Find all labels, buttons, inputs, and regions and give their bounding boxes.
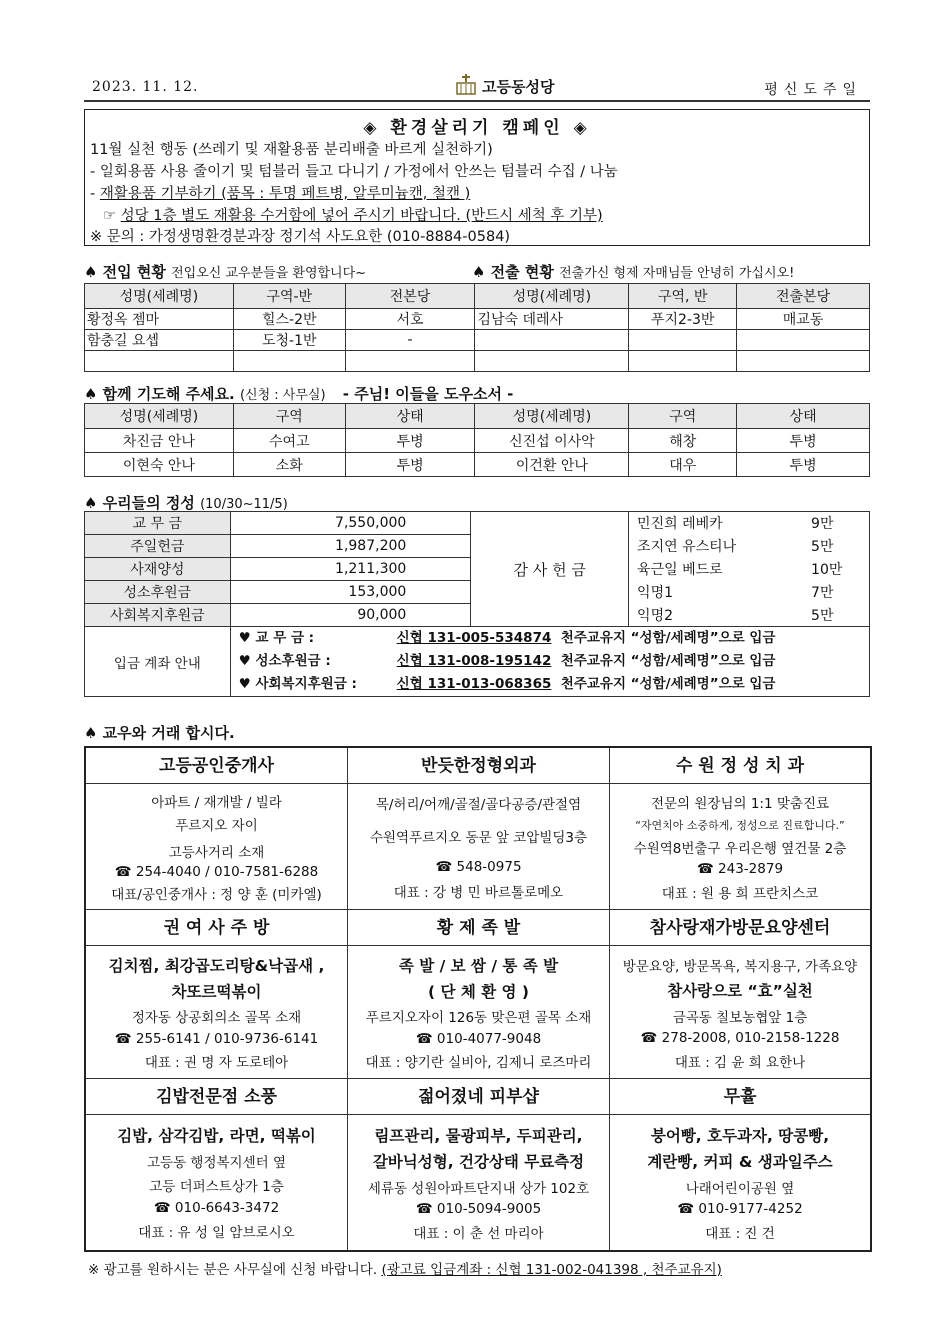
col-header: 구역-반 xyxy=(233,284,345,309)
ad-title: 고등공인중개사 xyxy=(86,748,347,784)
ad-line xyxy=(348,852,609,854)
church-name: 고등동성당 xyxy=(482,78,555,96)
orthopedic-ad xyxy=(348,748,610,910)
table-row: 차진금 안나 수여고 투병 신진섭 이사악 해창 투병 xyxy=(85,429,870,453)
ad-line: 대표 : 이 춘 선 마리아 xyxy=(413,1225,544,1242)
ad-line: 푸르지오 자이 xyxy=(175,817,258,834)
ad-line: ☎ 278-2008, 010-2158-1228 xyxy=(640,1030,840,1046)
table-row xyxy=(85,351,870,372)
ad-line: 금곡동 칠보농협앞 1층 xyxy=(672,1009,808,1026)
church-icon xyxy=(454,74,478,96)
account-row: ♥ 교 무 금 : 신협 131-005-534874 천주교유지 “성함/세례명”으로 입금 xyxy=(238,630,776,646)
ad-title: 수 원 정 성 치 과 xyxy=(610,748,870,784)
date: 2023. 11. 12. xyxy=(92,79,199,95)
campaign-line: - 일회용품 사용 줄이기 및 텀블러 들고 다니기 / 가정에서 안쓰는 텀블러 수집 / 나눔 xyxy=(90,164,618,180)
offering-table: 교 무 금 7,550,000 감 사 헌 금 민진희 레베카 9만 주일헌금 1,987,200 조지연 유스티나 5만 사재양성 1,211,300 육근일 베드로 10만 성소후원금 153,000 익명1 7만 사회복지후원금 90,000 익명2 5만 입금 계좌 안내 ♥ 교 무 금 : 신협 131-005-534874 천주교유지 “성함/세례명”으로 입금 ♥ 성소후원금 : 신협 131-008-195142 천주교유지 “성함/세례명”으로 입금 ♥ 사회복지후원금 : 신협 131-013-068365 천주교유지 “성함/세례명”으로 입금 xyxy=(84,511,870,697)
sunday-name: 평신도주일 xyxy=(764,82,862,98)
ad-title: 황 제 족 발 xyxy=(348,910,609,946)
snack-ad xyxy=(610,1079,870,1250)
ad-line: 김치찜, 최강곱도리탕&낙곱새 , xyxy=(108,957,325,976)
ad-line: 대표 : 양기란 실비아, 김제니 로즈마리 xyxy=(365,1054,592,1071)
transfer-out-title: ♠ 전출 현황 전출가신 형제 자매님들 안녕히 가십시오! xyxy=(472,263,795,281)
restaurant-ad xyxy=(86,910,348,1079)
ad-title: 권 여 사 주 방 xyxy=(86,910,347,946)
ad-line: ☎ 010-5094-9005 xyxy=(415,1201,542,1217)
ad-line: 김밥, 삼각김밥, 라면, 떡볶이 xyxy=(117,1126,316,1145)
prayer-tail: - 주님! 이들을 도우소서 - xyxy=(342,385,514,403)
col-header: 전출본당 xyxy=(737,284,870,309)
ad-line: 림프관리, 물광피부, 두피관리, xyxy=(374,1126,583,1145)
table-row: 함충길 요셉 도청-1반 - xyxy=(85,330,870,351)
ad-line: 고등동 행정복지센터 옆 xyxy=(147,1154,286,1171)
ad-line: 나래어린이공원 옆 xyxy=(685,1180,795,1197)
transfer-out-subtitle: 전출가신 형제 자매님들 안녕히 가십시오! xyxy=(559,266,795,281)
footer-account: (광고료 입금계좌 : 신협 131-002-041398 , 천주교유지) xyxy=(381,1262,722,1278)
ads-grid xyxy=(84,746,872,1252)
prayer-table: 성명(세례명) 구역 상태 성명(세례명) 구역 상태 차진금 안나 수여고 투병 신진섭 이사악 해창 투병 이현숙 안나 소화 투병 이건환 안나 대우 투병 xyxy=(84,403,870,477)
ad-title: 김밥전문점 소풍 xyxy=(86,1079,347,1115)
pointing-hand-icon: ☞ xyxy=(103,208,116,224)
ad-line: 대표/공인중개사 : 정 양 훈 (미카엘) xyxy=(111,887,322,904)
ad-line: 푸르지오자이 126동 맞은편 골목 소재 xyxy=(365,1010,592,1027)
account-row: ♥ 성소후원금 : 신협 131-008-195142 천주교유지 “성함/세례명”으로 입금 xyxy=(238,653,776,669)
ad-line: 정자동 상공회의소 골목 소재 xyxy=(131,1010,302,1027)
ad-line: 붕어빵, 호두과자, 땅콩빵, xyxy=(650,1126,830,1145)
transfer-in-subtitle: 전입오신 교우분들을 환영합니다~ xyxy=(171,266,367,281)
ad-line: 갈바닉성형, 건강상태 무료측정 xyxy=(372,1153,585,1171)
campaign-line: 11월 실천 행동 (쓰레기 및 재활용품 분리배출 바르게 실천하기) xyxy=(90,142,493,158)
ad-line: 전문의 원장님의 1:1 맞춤진료 xyxy=(650,796,830,813)
ad-line: 대표 : 유 성 일 암브로시오 xyxy=(138,1225,295,1242)
ads-title: ♠ 교우와 거래 합시다. xyxy=(84,724,235,742)
campaign-contact: ※ 문의 : 가정생명환경분과장 정기석 사도요한 (010-8884-0584) xyxy=(90,229,511,245)
ad-line: ( 단 체 환 영 ) xyxy=(427,983,530,1002)
offering-title: ♠ 우리들의 정성 (10/30~11/5) xyxy=(84,494,288,512)
prayer-request: (신청 : 사무실) xyxy=(239,388,326,403)
skin-shop-ad xyxy=(348,1079,610,1250)
campaign-line xyxy=(103,204,603,225)
page-header xyxy=(84,74,870,102)
realtor-ad xyxy=(86,748,348,910)
col-header: 성명(세례명) xyxy=(475,284,629,309)
ad-line: ☎ 010-9177-4252 xyxy=(677,1201,803,1217)
transfer-table xyxy=(84,283,870,372)
ad-title: 반듯한정형외과 xyxy=(348,748,609,784)
ad-line: 대표 : 김 윤 희 요한나 xyxy=(674,1054,806,1071)
ad-line: 계란빵, 커피 & 생과일주스 xyxy=(647,1153,833,1171)
ad-line: 방문요양, 방문목욕, 복지용구, 가족요양 xyxy=(622,958,858,975)
table-row: 황정옥 젬마 힐스-2반 서호 김남숙 데레사 푸지2-3반 매교동 xyxy=(85,309,870,330)
account-label: 입금 계좌 안내 xyxy=(85,627,231,697)
ad-line xyxy=(348,819,609,821)
dash: - xyxy=(90,186,100,202)
ad-line: 수원역푸르지오 동문 앞 코압빌딩3층 xyxy=(369,830,588,847)
ad-line: 고등사거리 소재 xyxy=(168,845,265,862)
offering-period: (10/30~11/5) xyxy=(200,497,288,512)
care-center-ad xyxy=(610,910,870,1079)
ad-line: 수원역8번출구 우리은행 옆건물 2층 xyxy=(633,840,847,857)
kimbap-ad xyxy=(86,1079,348,1250)
ad-line: 고등 더퍼스트상가 1층 xyxy=(149,1179,284,1196)
campaign-line xyxy=(90,182,470,203)
transfer-in-title: ♠ 전입 현황 전입오신 교우분들을 환영합니다~ xyxy=(84,263,367,281)
ad-line: 족 발 / 보 쌈 / 통 족 발 xyxy=(398,957,559,976)
ad-line: 목/허리/어깨/골절/골다공증/관절염 xyxy=(375,797,582,814)
table-row: 이현숙 안나 소화 투병 이건환 안나 대우 투병 xyxy=(85,453,870,477)
account-row: ♥ 사회복지후원금 : 신협 131-013-068365 천주교유지 “성함/세례명”으로 입금 xyxy=(238,676,776,692)
ad-line: 대표 : 진 건 xyxy=(705,1225,775,1242)
ad-line: 대표 : 강 병 민 바르톨로메오 xyxy=(393,884,564,901)
ad-line: ☎ 010-4077-9048 xyxy=(415,1030,542,1047)
campaign-recycle-text: 재활용품 기부하기 (품목 : 투명 페트병, 알루미늄캔, 철캔 ) xyxy=(99,186,471,202)
ad-line: ☎ 010-6643-3472 xyxy=(153,1200,280,1217)
campaign-title: ◈ 환경살리기 캠페인 ◈ xyxy=(363,118,591,138)
ad-line: ☎ 243-2879 xyxy=(696,861,784,878)
ad-line: 세류동 성원아파트단지내 상가 102호 xyxy=(367,1180,590,1197)
dental-ad xyxy=(610,748,870,910)
ad-line xyxy=(86,837,347,839)
ad-line: 대표 : 권 명 자 도로테아 xyxy=(144,1054,289,1071)
campaign-note: 성당 1층 별도 재활용 수거함에 넣어 주시기 바랍니다. (반드시 세척 후 기부) xyxy=(120,208,603,224)
ad-line: “자연치아 소중하게, 정성으로 진료합니다.” xyxy=(635,818,845,832)
ad-line: 대표 : 원 용 희 프란치스코 xyxy=(661,885,819,902)
campaign-box xyxy=(84,109,870,246)
prayer-title: ♠ 함께 기도해 주세요. (신청 : 사무실) - 주님! 이들을 도우소서 - xyxy=(84,385,514,403)
col-header: 전본당 xyxy=(345,284,475,309)
thanks-label: 감 사 헌 금 xyxy=(471,512,629,627)
ad-title: 젊어졌네 피부샵 xyxy=(348,1079,609,1115)
col-header: 성명(세례명) xyxy=(85,284,234,309)
col-header: 구역, 반 xyxy=(629,284,737,309)
ad-line: 참사랑으로 “효”실천 xyxy=(667,982,813,1000)
ad-line: 아파트 / 재개발 / 빌라 xyxy=(151,794,282,811)
ad-title: 무휼 xyxy=(610,1079,870,1115)
pork-hocks-ad xyxy=(348,910,610,1079)
ad-line: ☎ 255-6141 / 010-9736-6141 xyxy=(114,1030,319,1047)
footer-note: ※ 광고를 원하시는 분은 사무실에 신청 바랍니다. (광고료 입금계좌 : 신협 131-002-041398 , 천주교유지) xyxy=(88,1262,722,1278)
ad-line: ☎ 254-4040 / 010-7581-6288 xyxy=(114,864,319,881)
ad-line: ☎ 548-0975 xyxy=(435,859,522,876)
ad-line: 차또르떡볶이 xyxy=(171,983,262,1002)
ad-title: 참사랑재가방문요양센터 xyxy=(610,910,870,946)
